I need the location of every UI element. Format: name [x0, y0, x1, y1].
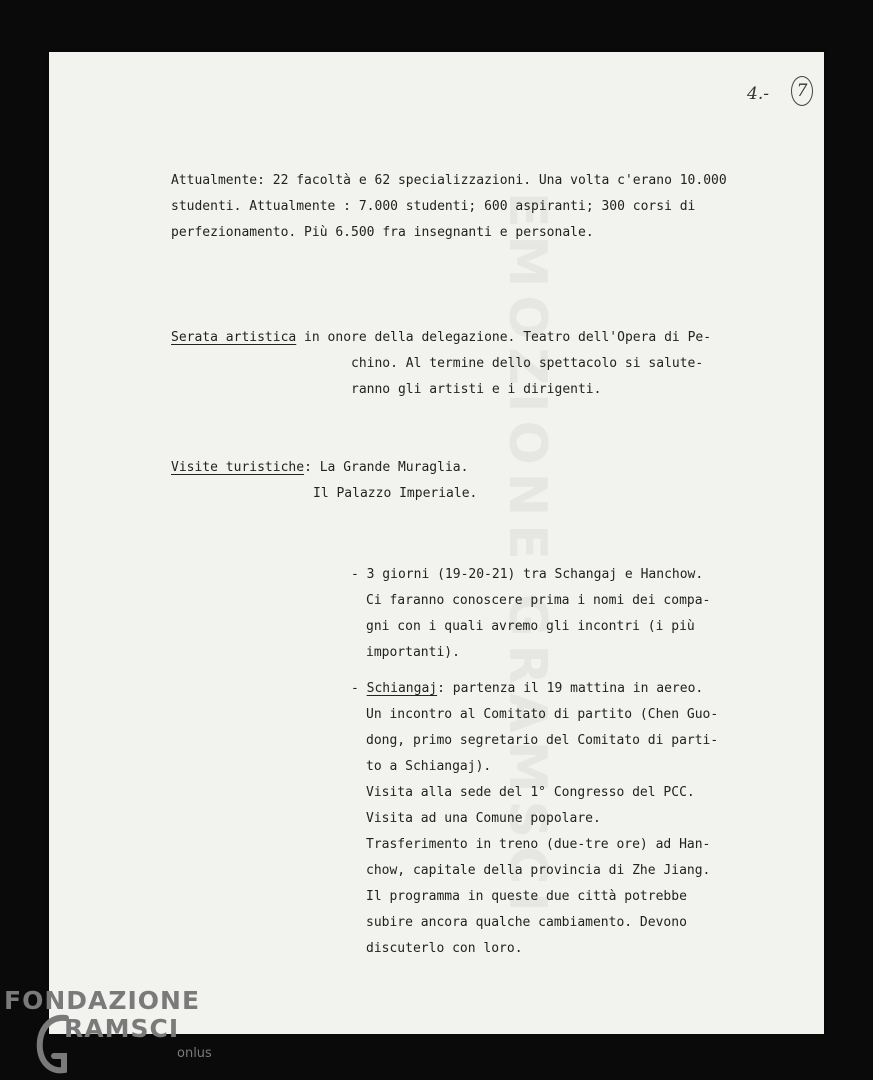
item2-line-1-text: : partenza il 19 mattina in aereo. — [437, 681, 704, 696]
item2-line: dong, primo segretario del Comitato di parti- — [366, 733, 719, 748]
serata-line-1 — [171, 330, 711, 346]
item2-line: Visita ad una Comune popolare. — [366, 811, 601, 826]
serata-heading: Serata artistica — [171, 330, 297, 345]
item2-heading: Schiangaj — [366, 681, 438, 696]
item1-line-4: importanti). — [366, 645, 460, 660]
logo-text-fondazione: FONDAZIONE — [4, 986, 201, 1015]
item1-line-3: gni con i quali avremo gli incontri (i più — [366, 619, 695, 634]
serata-line-1-text: in onore della delegazione. Teatro dell'Opera di Pe- — [296, 330, 712, 345]
logo-text-gramsci: RAMSCI — [64, 1014, 180, 1043]
serata-line-3: ranno gli artisti e i dirigenti. — [351, 382, 602, 397]
page-number: 4.- — [747, 84, 769, 104]
item2-line: Visita alla sede del 1° Congresso del PCC. — [366, 785, 695, 800]
item2-line: Un incontro al Comitato di partito (Chen Guo- — [366, 707, 719, 722]
visite-line-1 — [171, 460, 468, 476]
item2-line: chow, capitale della provincia di Zhe Jiang. — [366, 863, 711, 878]
item2-line: discuterlo con loro. — [366, 941, 523, 956]
item2-line: subire ancora qualche cambiamento. Devono — [366, 915, 687, 930]
fondazione-gramsci-logo — [4, 986, 219, 1076]
item1-line-1: - 3 giorni (19-20-21) tra Schangaj e Hanchow. — [351, 567, 704, 582]
visite-line-1-text: : La Grande Muraglia. — [304, 460, 469, 475]
item2-line: Il programma in queste due città potrebbe — [366, 889, 687, 904]
paper-watermark: EMOZIONE GRAMSCI — [497, 192, 557, 920]
item1-line-2: Ci faranno conoscere prima i nomi dei compa- — [366, 593, 711, 608]
logo-text-onlus: onlus — [177, 1046, 212, 1061]
item2-dash: - — [351, 681, 367, 696]
document-page — [49, 52, 824, 1034]
item2-line-1 — [351, 681, 703, 697]
visite-heading: Visite turistiche — [171, 460, 305, 475]
intro-line-3: perfezionamento. Più 6.500 fra insegnanti e personale. — [171, 225, 594, 240]
intro-line-1: Attualmente: 22 facoltà e 62 specializzazioni. Una volta c'erano 10.000 — [171, 173, 727, 188]
intro-line-2: studenti. Attualmente : 7.000 studenti; 600 aspiranti; 300 corsi di — [171, 199, 696, 214]
item2-line: to a Schiangaj). — [366, 759, 492, 774]
item2-line: Trasferimento in treno (due-tre ore) ad Han- — [366, 837, 711, 852]
serata-line-2: chino. Al termine dello spettacolo si salute- — [351, 356, 704, 371]
visite-line-2: Il Palazzo Imperiale. — [313, 486, 478, 501]
circled-page-number: 7 — [791, 76, 813, 106]
